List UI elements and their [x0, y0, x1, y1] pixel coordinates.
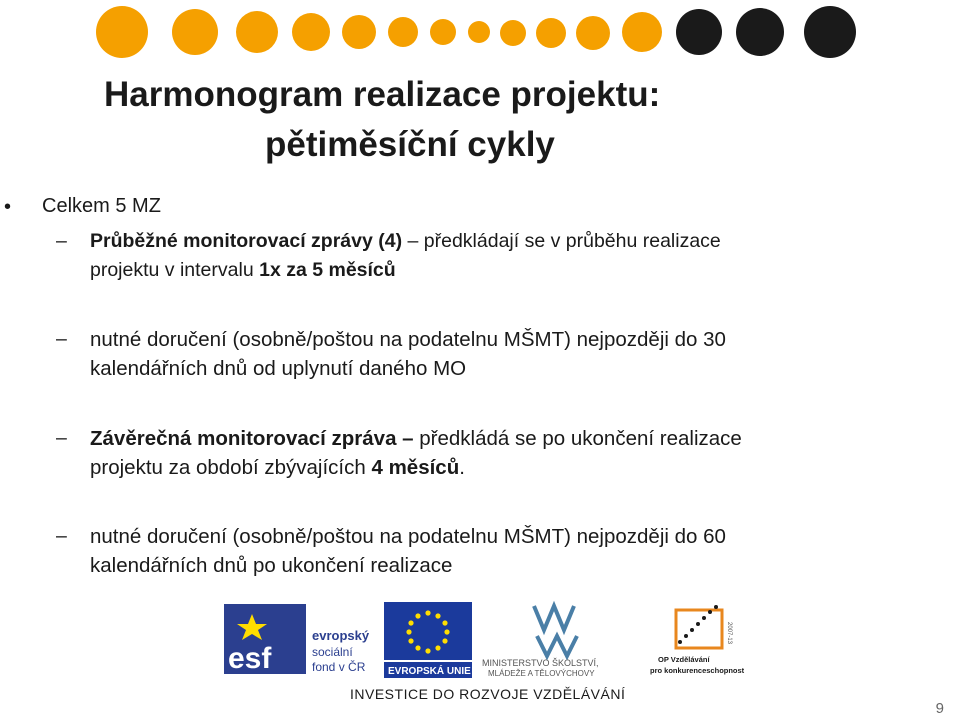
dot-dark-1 — [676, 9, 722, 55]
title-line-2: pětiměsíční cykly — [265, 125, 555, 164]
dot-orange-7 — [430, 19, 456, 45]
svg-text:pro konkurenceschopnost: pro konkurenceschopnost — [650, 666, 745, 675]
title-line-1: Harmonogram realizace projektu: — [104, 75, 661, 114]
decorative-dots — [0, 0, 960, 70]
bold-text: 1x za 5 měsíců — [259, 259, 396, 281]
bold-text: Průběžné monitorovací zprávy (4) — [90, 230, 408, 252]
svg-text:MINISTERSTVO ŠKOLSTVÍ,: MINISTERSTVO ŠKOLSTVÍ, — [482, 658, 599, 668]
msmt-logo — [482, 600, 632, 678]
dot-orange-11 — [576, 16, 610, 50]
dot-orange-3 — [236, 11, 278, 53]
text: – předkládají se v průběhu realizace — [407, 230, 721, 252]
sub-item-text — [90, 424, 910, 482]
text: kalendářních dnů po ukončení realizace — [90, 554, 453, 577]
footer-slogan: INVESTICE DO ROZVOJE VZDĚLÁVÁNÍ — [350, 686, 626, 702]
bold-text: 4 měsíců — [371, 456, 460, 479]
svg-text:EVROPSKÁ UNIE: EVROPSKÁ UNIE — [388, 666, 471, 677]
bullet-dot: • — [4, 196, 12, 218]
esf-logo — [222, 600, 372, 678]
text: . — [459, 456, 465, 479]
text: nutné doručení (osobně/poštou na podatelnu MŠMT) nejpozději do 60 — [90, 525, 726, 548]
dash: – — [56, 328, 67, 350]
svg-text:2007-13: 2007-13 — [726, 622, 732, 645]
dot-dark-3 — [804, 6, 856, 58]
dot-orange-6 — [388, 17, 418, 47]
svg-text:fond v ČR: fond v ČR — [312, 660, 366, 674]
svg-text:esf: esf — [228, 642, 272, 675]
sub-item-text — [90, 522, 910, 580]
dot-orange-2 — [172, 9, 218, 55]
sub-item-text — [90, 227, 910, 285]
text: nutné doručení (osobně/poštou na podatelnu MŠMT) nejpozději do 30 — [90, 328, 726, 351]
page-number: 9 — [935, 700, 944, 717]
dot-orange-1 — [96, 6, 148, 58]
svg-text:sociální: sociální — [312, 645, 353, 659]
op-logo — [650, 602, 750, 678]
dot-orange-9 — [500, 20, 526, 46]
dot-orange-4 — [292, 13, 330, 51]
dot-orange-12 — [622, 12, 662, 52]
svg-text:OP Vzdělávání: OP Vzdělávání — [658, 655, 710, 664]
text: předkládá se po ukončení realizace — [419, 427, 742, 450]
dot-orange-8 — [468, 21, 490, 43]
dash: – — [56, 427, 67, 449]
dot-dark-2 — [736, 8, 784, 56]
sub-item-text — [90, 325, 910, 383]
dash: – — [56, 230, 67, 252]
dot-orange-10 — [536, 18, 566, 48]
dash: – — [56, 525, 67, 547]
bullet-total-reports: Celkem 5 MZ — [42, 195, 161, 217]
text: projektu za období zbývajících — [90, 456, 372, 479]
text: kalendářních dnů od uplynutí daného MO — [90, 357, 467, 380]
dot-orange-5 — [342, 15, 376, 49]
bold-text: Závěrečná monitorovací zpráva – — [90, 427, 420, 450]
svg-text:MLÁDEŽE A TĚLOVÝCHOVY: MLÁDEŽE A TĚLOVÝCHOVY — [488, 669, 595, 678]
svg-text:evropský: evropský — [312, 628, 370, 643]
text: projektu v intervalu — [90, 259, 260, 281]
